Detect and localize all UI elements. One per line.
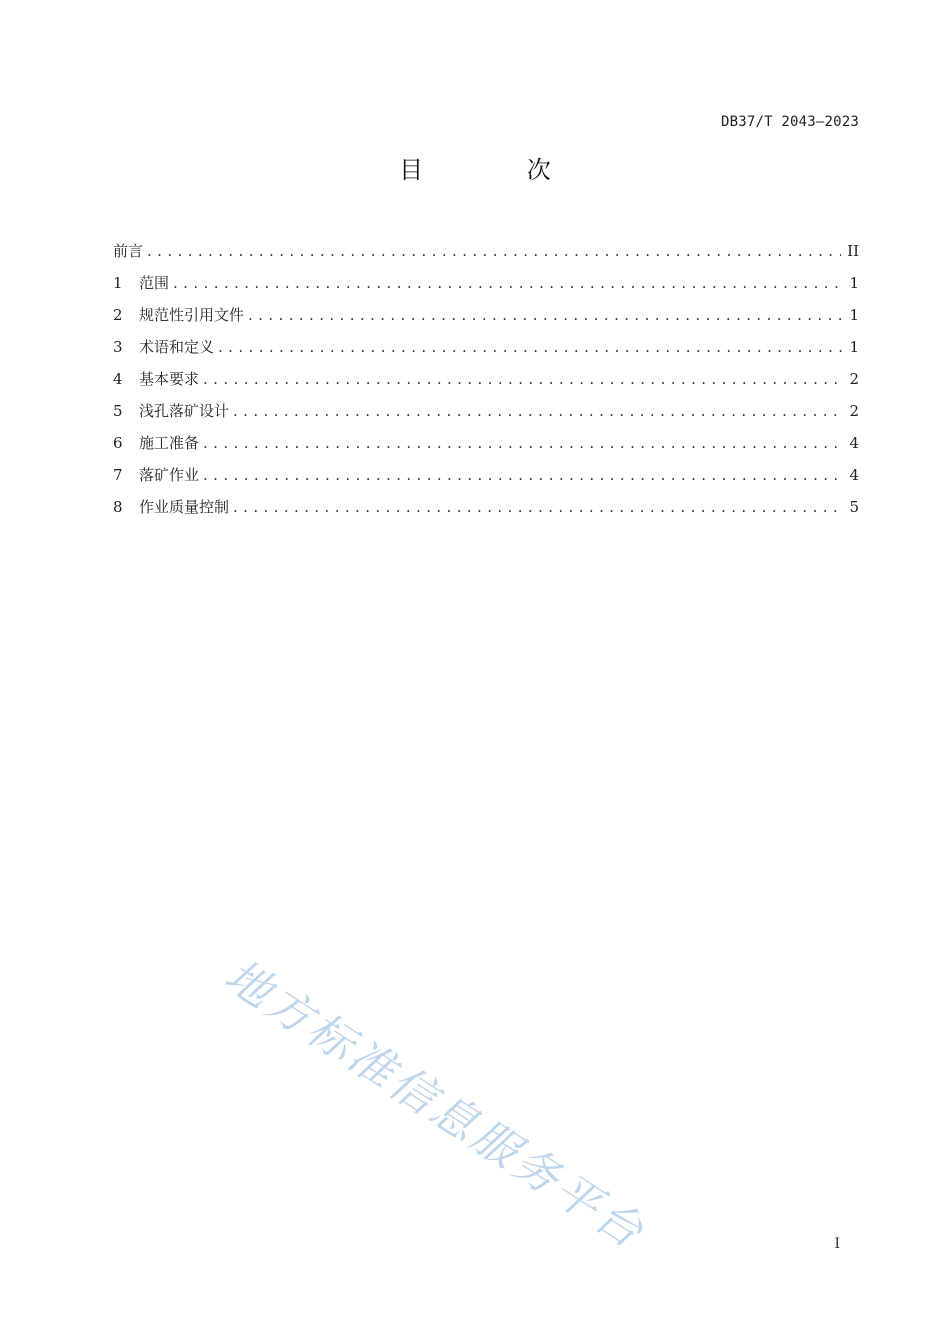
toc-entry-number: 4: [113, 370, 123, 388]
toc-entry-label: 施工准备: [139, 434, 200, 452]
toc-entry-page: II: [847, 242, 859, 260]
toc-leader-dots: [218, 338, 843, 356]
toc-entry-3[interactable]: [113, 336, 859, 368]
toc-entry-page: 4: [849, 434, 859, 452]
toc-leader-dots: [233, 402, 843, 420]
toc-entry-5[interactable]: [113, 400, 859, 432]
toc-entry-2[interactable]: [113, 304, 859, 336]
toc-entry-number: 7: [113, 466, 123, 484]
toc-entry-number: 2: [113, 306, 123, 324]
toc-entry-label: 规范性引用文件: [139, 306, 245, 324]
toc-leader-dots: [248, 306, 843, 324]
toc-entry-label: 作业质量控制: [139, 498, 230, 516]
table-of-contents: [113, 240, 859, 528]
toc-entry-page: 4: [849, 466, 859, 484]
toc-entry-number: 5: [113, 402, 123, 420]
toc-entry-7[interactable]: [113, 464, 859, 496]
toc-entry-label: 基本要求: [139, 370, 200, 388]
toc-entry-6[interactable]: [113, 432, 859, 464]
toc-entry-page: 1: [849, 338, 859, 356]
toc-entry-label: 前言: [113, 242, 144, 260]
toc-entry-page: 2: [849, 402, 859, 420]
toc-entry-label: 术语和定义: [139, 338, 215, 356]
toc-entry-label: 浅孔落矿设计: [139, 402, 230, 420]
document-code: DB37/T 2043—2023: [720, 114, 859, 130]
toc-entry-label: 落矿作业: [139, 466, 200, 484]
toc-entry-page: 5: [849, 498, 859, 516]
toc-leader-dots: [173, 274, 843, 292]
watermark: 地方标准信息服务平台: [215, 948, 656, 1260]
toc-entry-number: 8: [113, 498, 123, 516]
toc-leader-dots: [147, 242, 841, 260]
toc-entry-1[interactable]: [113, 272, 859, 304]
toc-entry-foreword[interactable]: [113, 240, 859, 272]
toc-entry-8[interactable]: [113, 496, 859, 528]
page-number: I: [834, 1236, 840, 1252]
page-title: 目 次: [399, 156, 599, 184]
toc-entry-page: 1: [849, 274, 859, 292]
toc-entry-number: 3: [113, 338, 123, 356]
toc-entry-4[interactable]: [113, 368, 859, 400]
toc-leader-dots: [203, 466, 843, 484]
toc-entry-number: 1: [113, 274, 123, 292]
toc-leader-dots: [203, 434, 843, 452]
toc-leader-dots: [203, 370, 843, 388]
toc-entry-page: 1: [849, 306, 859, 324]
toc-entry-page: 2: [849, 370, 859, 388]
toc-entry-label: 范围: [139, 274, 170, 292]
toc-entry-number: 6: [113, 434, 123, 452]
toc-leader-dots: [233, 498, 843, 516]
